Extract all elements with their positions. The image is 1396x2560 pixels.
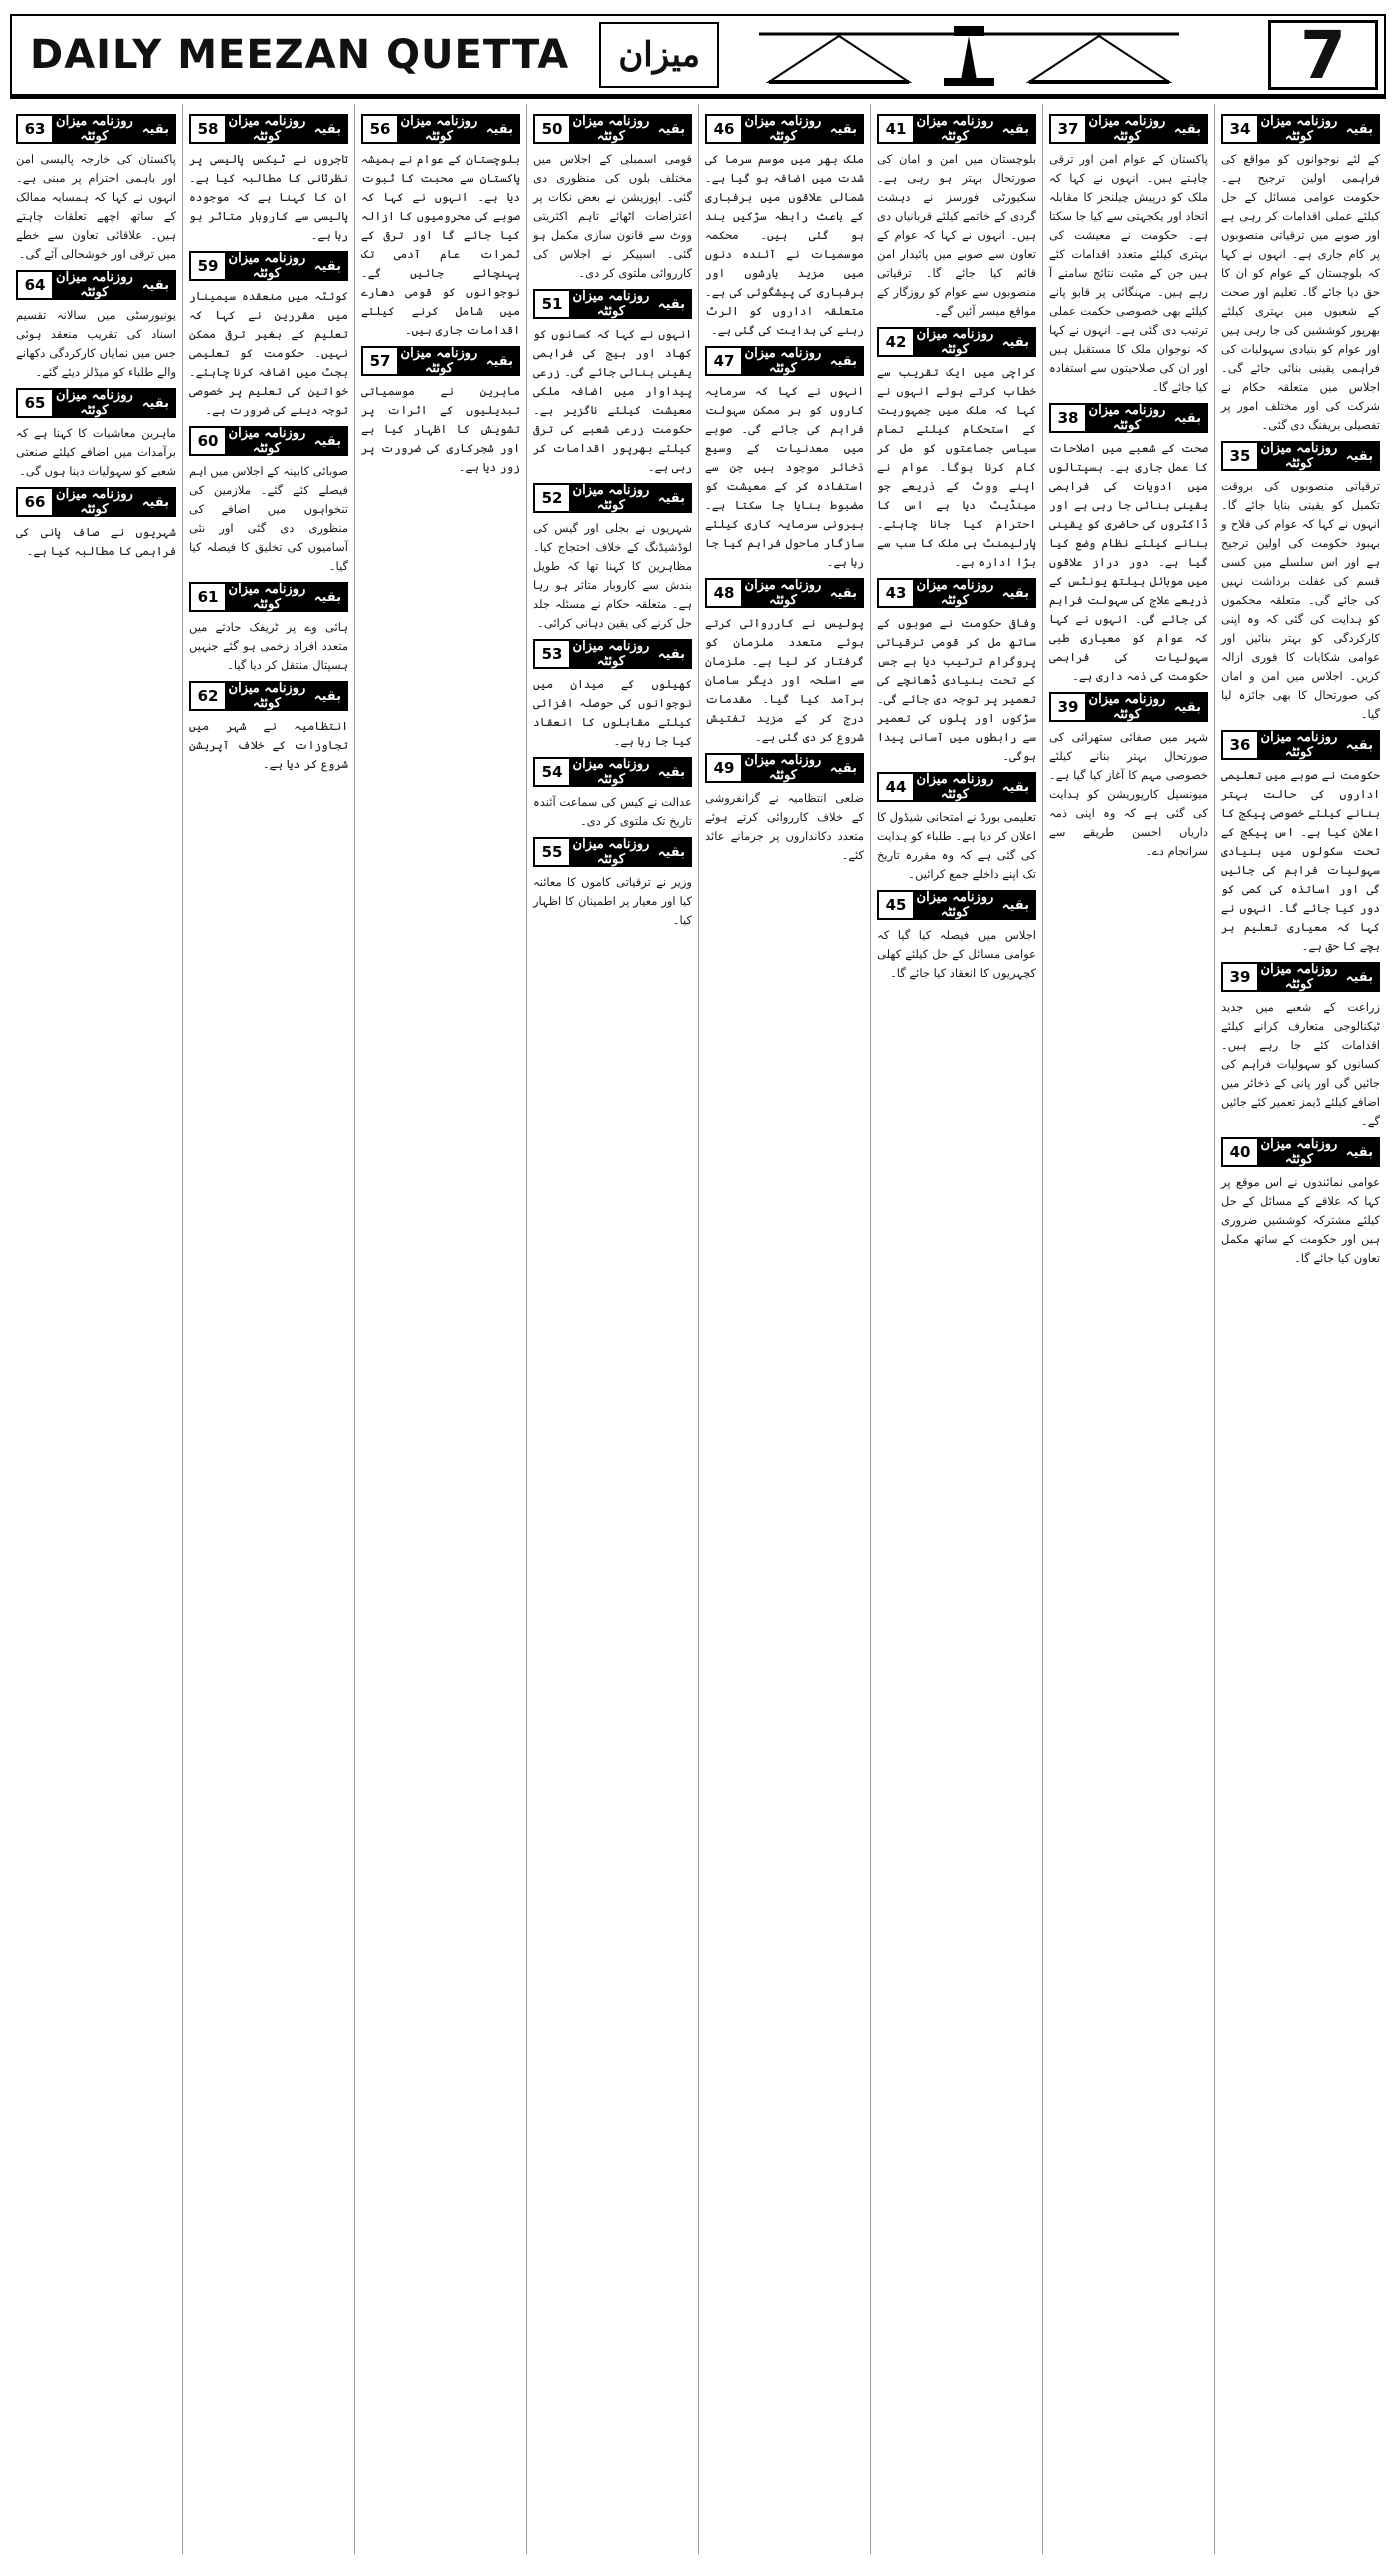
story-header	[533, 757, 692, 787]
section-title: روزنامہ میزان کوئٹہ	[52, 487, 137, 517]
story-header	[705, 578, 864, 608]
masthead-rule	[10, 96, 1386, 99]
story-text: شہریوں نے صاف پانی کی فراہمی کا مطالبہ کیا ہے۔	[16, 525, 176, 558]
story-number: 53	[535, 641, 569, 667]
story-header	[1221, 1137, 1380, 1167]
story-text: قومی اسمبلی کے اجلاس میں مختلف بلوں کی منظوری دی گئی۔ اپوزیشن نے بعض نکات پر اعتراضات اٹھائے تاہم اکثریتی ووٹ سے قانون سازی مکمل ہو گئی۔ اسپیکر نے اجلاس کی کارروائی ملتوی کر دی۔	[533, 152, 692, 280]
section-title: روزنامہ میزان کوئٹہ	[569, 289, 653, 319]
continued-label: بقیہ	[997, 122, 1034, 137]
continued-label: بقیہ	[653, 297, 690, 312]
continued-story	[877, 772, 1036, 884]
continued-label: بقیہ	[309, 590, 346, 605]
story-text: ماہرین معاشیات کا کہنا ہے کہ برآمدات میں اضافے کیلئے صنعتی شعبے کو سہولیات دینا ہوں گی۔	[16, 426, 176, 478]
continued-label: بقیہ	[1341, 122, 1378, 137]
continued-label: بقیہ	[309, 434, 346, 449]
story-number: 56	[363, 116, 397, 142]
section-title: روزنامہ میزان کوئٹہ	[225, 426, 309, 456]
story-text: تعلیمی بورڈ نے امتحانی شیڈول کا اعلان کر دیا ہے۔ طلباء کو ہدایت کی گئی ہے کہ وہ مقررہ تاریخ تک اپنے داخلے جمع کرائیں۔	[877, 810, 1036, 881]
continued-story	[1049, 692, 1208, 861]
continued-label: بقیہ	[309, 689, 346, 704]
section-title: روزنامہ میزان کوئٹہ	[913, 578, 997, 608]
newspaper-logo: میزان	[599, 22, 719, 88]
story-text: پاکستان کی خارجہ پالیسی امن اور باہمی احترام پر مبنی ہے۔ انہوں نے کہا کہ ہمسایہ ممالک کے ساتھ اچھے تعلقات چاہتے ہیں۔ علاقائی تعاون سے خطے میں ترقی اور خوشحالی آئے گی۔	[16, 152, 176, 261]
section-title: روزنامہ میزان کوئٹہ	[741, 114, 825, 144]
continued-label: بقیہ	[481, 354, 518, 369]
continued-label: بقیہ	[997, 586, 1034, 601]
continued-label: بقیہ	[1341, 1145, 1378, 1160]
section-title: روزنامہ میزان کوئٹہ	[569, 757, 653, 787]
story-header	[16, 487, 176, 517]
scales-of-justice-icon	[749, 20, 1189, 90]
continued-story	[1221, 441, 1380, 724]
story-number: 60	[191, 428, 225, 454]
continued-label: بقیہ	[1341, 738, 1378, 753]
column	[1042, 104, 1214, 2554]
story-header	[533, 483, 692, 513]
story-number: 51	[535, 291, 569, 317]
continued-story	[533, 757, 692, 831]
continued-story	[705, 346, 864, 572]
story-number: 49	[707, 755, 741, 781]
story-text: ہائی وے پر ٹریفک حادثے میں متعدد افراد زخمی ہو گئے جنہیں ہسپتال منتقل کر دیا گیا۔	[189, 620, 348, 672]
continued-label: بقیہ	[997, 780, 1034, 795]
story-header	[877, 772, 1036, 802]
story-text: ترقیاتی منصوبوں کی بروقت تکمیل کو یقینی بنایا جائے گا۔ انہوں نے کہا کہ عوام کی فلاح و بہبود حکومت کی اولین ترجیح ہے اور اس سلسلے میں کسی قسم کی غفلت برداشت نہیں کی جائے گی۔ متعلقہ محکموں کو ہدایت کی گئی کہ وہ اپنی کارکردگی کو بہتر بنائیں اور عوامی شکایات کا فوری ازالہ کریں۔ اجلاس میں امن و امان کی صورتحال کا بھی جائزہ لیا گیا۔	[1221, 479, 1380, 721]
section-title: روزنامہ میزان کوئٹہ	[52, 270, 137, 300]
section-title: روزنامہ میزان کوئٹہ	[225, 582, 309, 612]
story-text: کھیلوں کے میدان میں نوجوانوں کی حوصلہ افزائی کیلئے مقابلوں کا انعقاد کیا جا رہا ہے۔	[533, 677, 692, 748]
continued-story	[877, 114, 1036, 321]
continued-label: بقیہ	[653, 491, 690, 506]
story-number: 52	[535, 485, 569, 511]
column	[182, 104, 354, 2554]
story-header	[189, 426, 348, 456]
story-number: 65	[18, 390, 52, 416]
story-header	[877, 890, 1036, 920]
story-text: شہر میں صفائی ستھرائی کی صورتحال بہتر بنانے کیلئے خصوصی مہم کا آغاز کیا گیا ہے۔ میونسپل کارپوریشن کو ہدایت کی گئی ہے کہ وہ اپنی ذمہ داریاں احسن طریقے سے سرانجام دے۔	[1049, 730, 1208, 858]
story-header	[533, 114, 692, 144]
continued-label: بقیہ	[137, 278, 174, 293]
section-title: روزنامہ میزان کوئٹہ	[1085, 692, 1169, 722]
story-text: بلوچستان میں امن و امان کی صورتحال بہتر ہو رہی ہے۔ سکیورٹی فورسز نے دہشت گردی کے خاتمے کیلئے قربانیاں دی ہیں۔ انہوں نے کہا کہ عوام کے تعاون سے صوبے میں پائیدار امن قائم کیا جائے گا۔ ترقیاتی منصوبوں سے عوام کو روزگار کے مواقع میسر آئیں گے۔	[877, 152, 1036, 318]
story-number: 46	[707, 116, 741, 142]
continued-story	[1221, 1137, 1380, 1268]
continued-story	[533, 639, 692, 751]
story-header	[16, 388, 176, 418]
story-text: ماہرین نے موسمیاتی تبدیلیوں کے اثرات پر تشویش کا اظہار کیا ہے اور شجرکاری کی ضرورت پر زور دیا ہے۔	[361, 384, 520, 474]
section-title: روزنامہ میزان کوئٹہ	[913, 772, 997, 802]
section-title: روزنامہ میزان کوئٹہ	[569, 114, 653, 144]
continued-story	[1221, 730, 1380, 956]
story-header	[1221, 962, 1380, 992]
story-header	[16, 270, 176, 300]
story-text: وزیر نے ترقیاتی کاموں کا معائنہ کیا اور معیار پر اطمینان کا اظہار کیا۔	[533, 875, 692, 927]
continued-label: بقیہ	[1169, 122, 1206, 137]
story-number: 45	[879, 892, 913, 918]
story-header	[1221, 114, 1380, 144]
section-title: روزنامہ میزان کوئٹہ	[569, 837, 653, 867]
story-number: 62	[191, 683, 225, 709]
story-text: یونیورسٹی میں سالانہ تقسیم اسناد کی تقریب منعقد ہوئی جس میں نمایاں کارکردگی دکھانے والے طلباء کو میڈلز دیئے گئے۔	[16, 308, 176, 379]
column	[1214, 104, 1386, 2554]
continued-story	[705, 753, 864, 865]
story-header	[533, 289, 692, 319]
section-title: روزنامہ میزان کوئٹہ	[1257, 114, 1341, 144]
story-text: حکومت نے صوبے میں تعلیمی اداروں کی حالت بہتر بنانے کیلئے خصوصی پیکج کا اعلان کیا ہے۔ اس پیکج کے تحت سکولوں میں بنیادی سہولیات فراہم کی جائیں گی اور اساتذہ کی کمی کو دور کیا جائے گا۔ انہوں نے کہا کہ معیاری تعلیم ہر بچے کا حق ہے۔	[1221, 768, 1380, 953]
section-title: روزنامہ میزان کوئٹہ	[225, 681, 309, 711]
story-header	[189, 251, 348, 281]
continued-story	[361, 114, 520, 340]
continued-label: بقیہ	[825, 761, 862, 776]
story-text: انہوں نے کہا کہ کسانوں کو کھاد اور بیج کی فراہمی یقینی بنائی جائے گی۔ زرعی پیداوار میں اضافہ ملکی معیشت کیلئے ناگزیر ہے۔ حکومت زرعی شعبے کی ترقی کیلئے بھرپور اقدامات کر رہی ہے۔	[533, 327, 692, 474]
continued-label: بقیہ	[1169, 411, 1206, 426]
section-title: روزنامہ میزان کوئٹہ	[397, 114, 481, 144]
continued-story	[877, 327, 1036, 572]
story-number: 48	[707, 580, 741, 606]
story-header	[361, 114, 520, 144]
continued-story	[189, 426, 348, 576]
section-title: روزنامہ میزان کوئٹہ	[569, 639, 653, 669]
story-text: اجلاس میں فیصلہ کیا گیا کہ عوامی مسائل کے حل کیلئے کھلی کچہریوں کا انعقاد کیا جائے گا۔	[877, 928, 1036, 980]
continued-label: بقیہ	[997, 335, 1034, 350]
story-header	[1049, 403, 1208, 433]
continued-story	[189, 114, 348, 245]
story-text: انتظامیہ نے شہر میں تجاوزات کے خلاف آپریشن شروع کر دیا ہے۔	[189, 719, 348, 771]
story-number: 34	[1223, 116, 1257, 142]
story-header	[533, 639, 692, 669]
continued-label: بقیہ	[653, 647, 690, 662]
story-text: بلوچستان کے عوام نے ہمیشہ پاکستان سے محبت کا ثبوت دیا ہے۔ انہوں نے کہا کہ صوبے کی محرومیوں کا ازالہ کیا جائے گا اور ترقی کے ثمرات عام آدمی تک پہنچائے جائیں گے۔ نوجوانوں کو قومی دھارے میں شامل کرنے کیلئے اقدامات جاری ہیں۔	[361, 152, 520, 337]
section-title: روزنامہ میزان کوئٹہ	[52, 114, 137, 144]
section-title: روزنامہ میزان کوئٹہ	[225, 251, 309, 281]
story-number: 36	[1223, 732, 1257, 758]
section-title: روزنامہ میزان کوئٹہ	[1257, 962, 1341, 992]
column	[354, 104, 526, 2554]
story-number: 54	[535, 759, 569, 785]
section-title: روزنامہ میزان کوئٹہ	[1257, 730, 1341, 760]
continued-story	[189, 681, 348, 774]
continued-story	[1049, 403, 1208, 686]
section-title: روزنامہ میزان کوئٹہ	[1257, 1137, 1341, 1167]
story-number: 39	[1051, 694, 1085, 720]
story-number: 40	[1223, 1139, 1257, 1165]
newspaper-name: DAILY MEEZAN QUETTA	[30, 32, 570, 78]
story-number: 47	[707, 348, 741, 374]
continued-story	[877, 578, 1036, 766]
continued-label: بقیہ	[997, 898, 1034, 913]
story-number: 57	[363, 348, 397, 374]
story-header	[533, 837, 692, 867]
page-number: 7	[1268, 20, 1378, 90]
section-title: روزنامہ میزان کوئٹہ	[1085, 403, 1169, 433]
story-header	[16, 114, 176, 144]
story-header	[1049, 114, 1208, 144]
continued-story	[361, 346, 520, 477]
story-header	[361, 346, 520, 376]
column	[870, 104, 1042, 2554]
story-header	[877, 578, 1036, 608]
story-text: ملک بھر میں موسم سرما کی شدت میں اضافہ ہو گیا ہے۔ شمالی علاقوں میں برفباری کے باعث رابطہ سڑکیں بند ہو گئی ہیں۔ محکمہ موسمیات نے آئندہ دنوں میں مزید بارشوں اور برفباری کی پیشگوئی کی ہے۔ متعلقہ اداروں کو الرٹ رہنے کی ہدایت کی گئی ہے۔	[705, 152, 864, 337]
continued-label: بقیہ	[1341, 970, 1378, 985]
continued-story	[189, 251, 348, 420]
story-number: 64	[18, 272, 52, 298]
story-number: 59	[191, 253, 225, 279]
story-text: وفاقی حکومت نے صوبوں کے ساتھ مل کر قومی ترقیاتی پروگرام ترتیب دیا ہے جس کے تحت بنیادی ڈھانچے کی تعمیر پر توجہ دی جائے گی۔ سڑکوں اور پلوں کی تعمیر سے رابطوں میں آسانی پیدا ہوگی۔	[877, 616, 1036, 763]
story-text: شہریوں نے بجلی اور گیس کی لوڈشیڈنگ کے خلاف احتجاج کیا۔ مظاہرین کا کہنا تھا کہ طویل بندش سے کاروبار متاثر ہو رہا ہے۔ متعلقہ حکام نے مسئلہ جلد حل کرنے کی یقین دہانی کرائی۔	[533, 521, 692, 630]
story-header	[1049, 692, 1208, 722]
continued-story	[877, 890, 1036, 983]
story-text: پولیس نے کارروائی کرتے ہوئے متعدد ملزمان کو گرفتار کر لیا ہے۔ ملزمان سے اسلحہ اور دیگر سامان برآمد کیا گیا۔ مقدمات درج کر کے مزید تفتیش شروع کر دی گئی ہے۔	[705, 616, 864, 744]
story-header	[877, 327, 1036, 357]
story-number: 35	[1223, 443, 1257, 469]
continued-story	[533, 483, 692, 633]
continued-story	[533, 289, 692, 477]
story-text: عدالت نے کیس کی سماعت آئندہ تاریخ تک ملتوی کر دی۔	[533, 795, 692, 828]
story-number: 37	[1051, 116, 1085, 142]
continued-story	[189, 582, 348, 675]
story-number: 43	[879, 580, 913, 606]
continued-story	[533, 837, 692, 930]
section-title: روزنامہ میزان کوئٹہ	[1085, 114, 1169, 144]
continued-story	[16, 388, 176, 481]
story-text: زراعت کے شعبے میں جدید ٹیکنالوجی متعارف کرانے کیلئے اقدامات کئے جا رہے ہیں۔ کسانوں کو سہولیات فراہم کی جائیں گی اور پانی کے ذخائر میں اضافے کیلئے ڈیمز تعمیر کئے جائیں گے۔	[1221, 1000, 1380, 1128]
continued-label: بقیہ	[481, 122, 518, 137]
story-header	[1221, 730, 1380, 760]
continued-story	[533, 114, 692, 283]
story-number: 63	[18, 116, 52, 142]
story-text: تاجروں نے ٹیکس پالیسی پر نظرثانی کا مطالبہ کیا ہے۔ ان کا کہنا ہے کہ موجودہ پالیسی سے کاروبار متاثر ہو رہا ہے۔	[189, 152, 348, 242]
section-title: روزنامہ میزان کوئٹہ	[52, 388, 137, 418]
story-text: عوامی نمائندوں نے اس موقع پر کہا کہ علاقے کے مسائل کے حل کیلئے مشترکہ کوششیں ضروری ہیں اور حکومت کے ساتھ مکمل تعاون کیا جائے گا۔	[1221, 1175, 1380, 1265]
story-number: 42	[879, 329, 913, 355]
section-title: روزنامہ میزان کوئٹہ	[1257, 441, 1341, 471]
column	[10, 104, 182, 2554]
continued-label: بقیہ	[825, 354, 862, 369]
story-header	[189, 114, 348, 144]
story-header	[189, 582, 348, 612]
continued-story	[1049, 114, 1208, 397]
section-title: روزنامہ میزان کوئٹہ	[569, 483, 653, 513]
column	[698, 104, 870, 2554]
continued-story	[705, 578, 864, 747]
story-number: 55	[535, 839, 569, 865]
story-number: 58	[191, 116, 225, 142]
story-number: 41	[879, 116, 913, 142]
story-text: ضلعی انتظامیہ نے گرانفروشی کے خلاف کارروائی کرتے ہوئے متعدد دکانداروں پر جرمانے عائد کئے۔	[705, 791, 864, 862]
story-header	[189, 681, 348, 711]
continued-label: بقیہ	[137, 495, 174, 510]
section-title: روزنامہ میزان کوئٹہ	[741, 753, 825, 783]
story-text: پاکستان کے عوام امن اور ترقی چاہتے ہیں۔ انہوں نے کہا کہ ملک کو درپیش چیلنجز کا مقابلہ اتحاد اور یکجہتی سے کیا جا سکتا ہے۔ حکومت نے معیشت کی بہتری کیلئے متعدد اقدامات کئے ہیں جن کے مثبت نتائج سامنے آ رہے ہیں۔ مہنگائی پر قابو پانے کیلئے بھی خصوصی حکمت عملی ترتیب دی گئی ہے۔ انہوں نے کہا کہ نوجوان ملک کا مستقبل ہیں اور ان کی صلاحیتوں سے استفادہ کیا جائے گا۔	[1049, 152, 1208, 394]
continued-label: بقیہ	[137, 396, 174, 411]
story-header	[705, 114, 864, 144]
story-header	[705, 346, 864, 376]
story-text: کوئٹہ میں منعقدہ سیمینار میں مقررین نے کہا کہ تعلیم کے بغیر ترقی ممکن نہیں۔ حکومت کو تعلیمی بجٹ میں اضافہ کرنا چاہئے۔ خواتین کی تعلیم پر خصوصی توجہ دینے کی ضرورت ہے۔	[189, 289, 348, 417]
continued-label: بقیہ	[137, 122, 174, 137]
continued-label: بقیہ	[653, 845, 690, 860]
section-title: روزنامہ میزان کوئٹہ	[913, 890, 997, 920]
section-title: روزنامہ میزان کوئٹہ	[913, 114, 997, 144]
story-text: کراچی میں ایک تقریب سے خطاب کرتے ہوئے انہوں نے کہا کہ ملک میں جمہوریت کے استحکام کیلئے تمام سیاسی جماعتوں کو مل کر کام کرنا ہوگا۔ عوام نے اپنے ووٹ کے ذریعے جو مینڈیٹ دیا ہے اس کا احترام کیا جانا چاہئے۔ پارلیمنٹ ہی ملک کا سب سے بڑا ادارہ ہے۔	[877, 365, 1036, 569]
story-number: 39	[1223, 964, 1257, 990]
continued-story	[16, 270, 176, 382]
section-title: روزنامہ میزان کوئٹہ	[225, 114, 309, 144]
continued-label: بقیہ	[309, 259, 346, 274]
continued-label: بقیہ	[309, 122, 346, 137]
continued-story	[16, 487, 176, 561]
continued-label: بقیہ	[1341, 449, 1378, 464]
story-header	[877, 114, 1036, 144]
masthead	[10, 14, 1386, 96]
story-header	[1221, 441, 1380, 471]
continued-story	[1221, 114, 1380, 435]
column	[526, 104, 698, 2554]
continued-story	[1221, 962, 1380, 1131]
story-number: 50	[535, 116, 569, 142]
story-text: صوبائی کابینہ کے اجلاس میں اہم فیصلے کئے گئے۔ ملازمین کی تنخواہوں میں اضافے کی منظوری دی گئی اور نئی آسامیوں کی تخلیق کا فیصلہ کیا گیا۔	[189, 464, 348, 573]
continued-label: بقیہ	[653, 765, 690, 780]
section-title: روزنامہ میزان کوئٹہ	[741, 578, 825, 608]
story-number: 38	[1051, 405, 1085, 431]
story-text: انہوں نے کہا کہ سرمایہ کاروں کو ہر ممکن سہولت فراہم کی جائے گی۔ صوبے میں معدنیات کے وسیع ذخائر موجود ہیں جن سے استفادہ کر کے معیشت کو مضبوط بنایا جا سکتا ہے۔ بیرونی سرمایہ کاری کیلئے سازگار ماحول فراہم کیا جا رہا ہے۔	[705, 384, 864, 569]
newspaper-columns	[10, 104, 1386, 2554]
story-header	[705, 753, 864, 783]
continued-story	[16, 114, 176, 264]
story-text: کے لئے نوجوانوں کو مواقع کی فراہمی اولین ترجیح ہے۔ حکومت عوامی مسائل کے حل کیلئے عملی اقدامات کر رہی ہے اور صوبے میں ترقیاتی منصوبوں پر کام جاری ہے۔ انہوں نے کہا کہ بلوچستان کے عوام کو ان کا حق دیا جائے گا۔ تعلیم اور صحت کے شعبوں میں بہتری کیلئے بھرپور کوششیں کی جا رہی ہیں اور عوام کو بنیادی سہولیات کی فراہمی یقینی بنائی جائے گی۔ اجلاس میں متعلقہ حکام نے شرکت کی اور مختلف امور پر تفصیلی بریفنگ دی گئی۔	[1221, 152, 1380, 432]
continued-label: بقیہ	[653, 122, 690, 137]
continued-label: بقیہ	[825, 122, 862, 137]
section-title: روزنامہ میزان کوئٹہ	[397, 346, 481, 376]
continued-label: بقیہ	[1169, 700, 1206, 715]
story-number: 66	[18, 489, 52, 515]
story-number: 61	[191, 584, 225, 610]
continued-label: بقیہ	[825, 586, 862, 601]
continued-story	[705, 114, 864, 340]
story-text: صحت کے شعبے میں اصلاحات کا عمل جاری ہے۔ ہسپتالوں میں ادویات کی فراہمی یقینی بنائی جا رہی ہے اور ڈاکٹروں کی حاضری کو یقینی بنانے کیلئے نظام وضع کیا گیا ہے۔ دور دراز علاقوں میں موبائل ہیلتھ یونٹس کے ذریعے علاج کی سہولت فراہم کی جائے گی۔ انہوں نے کہا کہ عوام کو معیاری طبی سہولیات کی فراہمی حکومت کی ذمہ داری ہے۔	[1049, 441, 1208, 683]
section-title: روزنامہ میزان کوئٹہ	[913, 327, 997, 357]
story-number: 44	[879, 774, 913, 800]
section-title: روزنامہ میزان کوئٹہ	[741, 346, 825, 376]
